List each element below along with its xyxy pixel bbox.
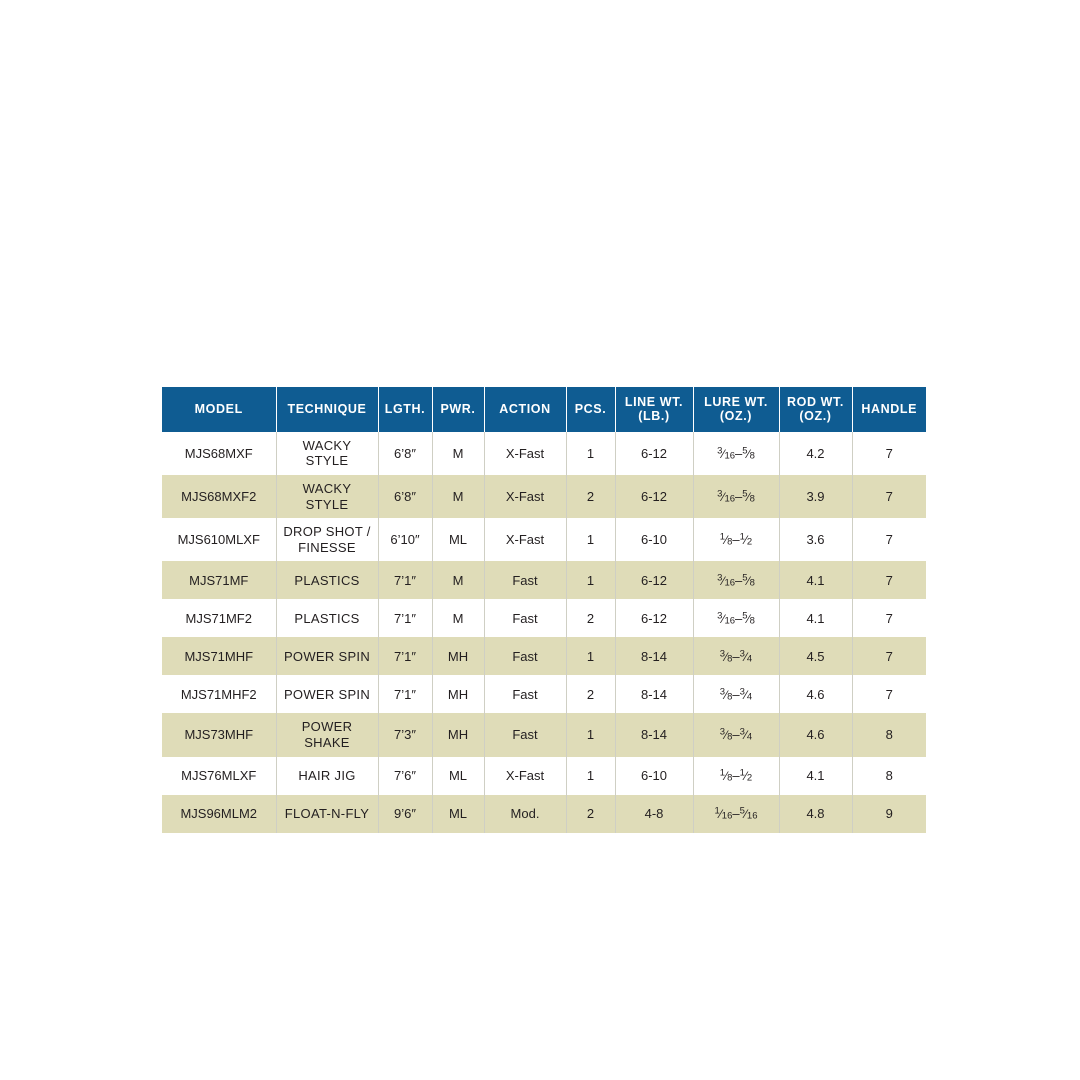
- cell-line-weight: 6-12: [615, 475, 693, 518]
- cell-rod-weight: 4.1: [779, 561, 852, 599]
- header-label: LINE WT.: [624, 395, 684, 409]
- cell-pieces: 1: [566, 561, 615, 599]
- cell-power: M: [432, 432, 484, 475]
- cell-action: X-Fast: [484, 757, 566, 795]
- cell-model: MJS610MLXF: [162, 518, 276, 561]
- table-row: [162, 518, 926, 561]
- column-header-lure-weight: [693, 387, 779, 432]
- column-header-handle: [852, 387, 926, 432]
- cell-technique: POWER SHAKE: [276, 713, 378, 756]
- cell-pieces: 1: [566, 757, 615, 795]
- cell-pieces: 2: [566, 599, 615, 637]
- table-row: [162, 675, 926, 713]
- cell-length: 6’10″: [378, 518, 432, 561]
- cell-action: X-Fast: [484, 518, 566, 561]
- cell-power: M: [432, 475, 484, 518]
- table-row: [162, 757, 926, 795]
- cell-model: MJS68MXF2: [162, 475, 276, 518]
- cell-rod-weight: 3.9: [779, 475, 852, 518]
- cell-technique: PLASTICS: [276, 599, 378, 637]
- cell-technique: POWER SPIN: [276, 675, 378, 713]
- cell-action: Fast: [484, 675, 566, 713]
- rod-spec-table: [162, 387, 926, 833]
- table-body: [162, 432, 926, 833]
- cell-handle: 7: [852, 561, 926, 599]
- cell-power: ML: [432, 757, 484, 795]
- cell-handle: 7: [852, 599, 926, 637]
- cell-length: 7’3″: [378, 713, 432, 756]
- cell-action: Fast: [484, 637, 566, 675]
- cell-pieces: 2: [566, 475, 615, 518]
- cell-action: Fast: [484, 561, 566, 599]
- header-label: HANDLE: [861, 402, 918, 417]
- cell-line-weight: 8-14: [615, 637, 693, 675]
- cell-power: MH: [432, 713, 484, 756]
- cell-pieces: 2: [566, 795, 615, 833]
- cell-rod-weight: 4.6: [779, 675, 852, 713]
- cell-lure-weight: $^3⁄_{16}-^5⁄_8$: [693, 599, 779, 637]
- cell-rod-weight: 4.6: [779, 713, 852, 756]
- cell-rod-weight: 3.6: [779, 518, 852, 561]
- cell-pieces: 2: [566, 675, 615, 713]
- cell-length: 7’1″: [378, 637, 432, 675]
- cell-power: ML: [432, 518, 484, 561]
- cell-action: X-Fast: [484, 432, 566, 475]
- cell-power: M: [432, 561, 484, 599]
- cell-line-weight: 4-8: [615, 795, 693, 833]
- cell-length: 7’6″: [378, 757, 432, 795]
- table-row: [162, 795, 926, 833]
- cell-handle: 7: [852, 475, 926, 518]
- cell-length: 6’8″: [378, 432, 432, 475]
- cell-lure-weight: $^3⁄_8-^3⁄_4$: [693, 637, 779, 675]
- cell-handle: 9: [852, 795, 926, 833]
- table-header-row: [162, 387, 926, 432]
- header-label: LURE WT.: [704, 395, 768, 409]
- cell-lure-weight: $^3⁄_{16}-^5⁄_8$: [693, 561, 779, 599]
- cell-rod-weight: 4.1: [779, 599, 852, 637]
- cell-rod-weight: 4.8: [779, 795, 852, 833]
- table-row: [162, 561, 926, 599]
- column-header-action: [484, 387, 566, 432]
- cell-handle: 7: [852, 637, 926, 675]
- table-row: [162, 475, 926, 518]
- cell-power: ML: [432, 795, 484, 833]
- cell-power: M: [432, 599, 484, 637]
- table-header: [162, 387, 926, 432]
- header-sublabel: (OZ.): [799, 409, 832, 424]
- cell-model: MJS68MXF: [162, 432, 276, 475]
- cell-line-weight: 8-14: [615, 713, 693, 756]
- cell-lure-weight: $^3⁄_8-^3⁄_4$: [693, 675, 779, 713]
- cell-length: 7’1″: [378, 599, 432, 637]
- cell-lure-weight: $^3⁄_{16}-^5⁄_8$: [693, 475, 779, 518]
- cell-action: Fast: [484, 599, 566, 637]
- cell-line-weight: 6-12: [615, 561, 693, 599]
- cell-model: MJS71MHF: [162, 637, 276, 675]
- cell-model: MJS96MLM2: [162, 795, 276, 833]
- header-label: TECHNIQUE: [287, 402, 367, 417]
- cell-model: MJS73MHF: [162, 713, 276, 756]
- cell-length: 7’1″: [378, 561, 432, 599]
- cell-power: MH: [432, 675, 484, 713]
- cell-rod-weight: 4.1: [779, 757, 852, 795]
- header-label: ACTION: [499, 402, 551, 417]
- cell-action: Fast: [484, 713, 566, 756]
- cell-line-weight: 8-14: [615, 675, 693, 713]
- cell-action: Mod.: [484, 795, 566, 833]
- header-sublabel: (OZ.): [719, 409, 753, 424]
- cell-technique: WACKY STYLE: [276, 432, 378, 475]
- header-label: PCS.: [574, 402, 607, 417]
- cell-pieces: 1: [566, 713, 615, 756]
- cell-lure-weight: $^1⁄_8-^1⁄_2$: [693, 757, 779, 795]
- cell-model: MJS71MF2: [162, 599, 276, 637]
- cell-line-weight: 6-10: [615, 518, 693, 561]
- cell-pieces: 1: [566, 518, 615, 561]
- cell-rod-weight: 4.2: [779, 432, 852, 475]
- cell-rod-weight: 4.5: [779, 637, 852, 675]
- cell-technique: PLASTICS: [276, 561, 378, 599]
- column-header-power: [432, 387, 484, 432]
- cell-technique: HAIR JIG: [276, 757, 378, 795]
- column-header-line-weight: [615, 387, 693, 432]
- cell-model: MJS76MLXF: [162, 757, 276, 795]
- cell-model: MJS71MF: [162, 561, 276, 599]
- header-label: MODEL: [194, 402, 243, 417]
- cell-technique: WACKY STYLE: [276, 475, 378, 518]
- cell-action: X-Fast: [484, 475, 566, 518]
- column-header-pieces: [566, 387, 615, 432]
- column-header-model: [162, 387, 276, 432]
- cell-model: MJS71MHF2: [162, 675, 276, 713]
- header-label: PWR.: [440, 402, 476, 417]
- cell-length: 7’1″: [378, 675, 432, 713]
- cell-handle: 8: [852, 757, 926, 795]
- cell-lure-weight: $^3⁄_8-^3⁄_4$: [693, 713, 779, 756]
- table-row: [162, 637, 926, 675]
- table-row: [162, 432, 926, 475]
- cell-technique: POWER SPIN: [276, 637, 378, 675]
- table-row: [162, 599, 926, 637]
- header-sublabel: (LB.): [638, 409, 670, 424]
- cell-power: MH: [432, 637, 484, 675]
- cell-length: 6’8″: [378, 475, 432, 518]
- column-header-length: [378, 387, 432, 432]
- cell-line-weight: 6-10: [615, 757, 693, 795]
- column-header-rod-weight: [779, 387, 852, 432]
- column-header-technique: [276, 387, 378, 432]
- cell-lure-weight: $^1⁄_{16}-^5⁄_{16}$: [693, 795, 779, 833]
- cell-line-weight: 6-12: [615, 599, 693, 637]
- header-label: ROD WT.: [787, 395, 844, 409]
- table-row: [162, 713, 926, 756]
- cell-handle: 7: [852, 675, 926, 713]
- cell-line-weight: 6-12: [615, 432, 693, 475]
- cell-lure-weight: $^3⁄_{16}-^5⁄_8$: [693, 432, 779, 475]
- cell-lure-weight: $^1⁄_8-^1⁄_2$: [693, 518, 779, 561]
- rod-spec-table-container: [162, 387, 918, 833]
- cell-technique: FLOAT-N-FLY: [276, 795, 378, 833]
- header-label: LGTH.: [384, 402, 426, 417]
- cell-handle: 7: [852, 518, 926, 561]
- cell-handle: 7: [852, 432, 926, 475]
- cell-technique: DROP SHOT / FINESSE: [276, 518, 378, 561]
- cell-length: 9’6″: [378, 795, 432, 833]
- cell-handle: 8: [852, 713, 926, 756]
- cell-pieces: 1: [566, 637, 615, 675]
- cell-pieces: 1: [566, 432, 615, 475]
